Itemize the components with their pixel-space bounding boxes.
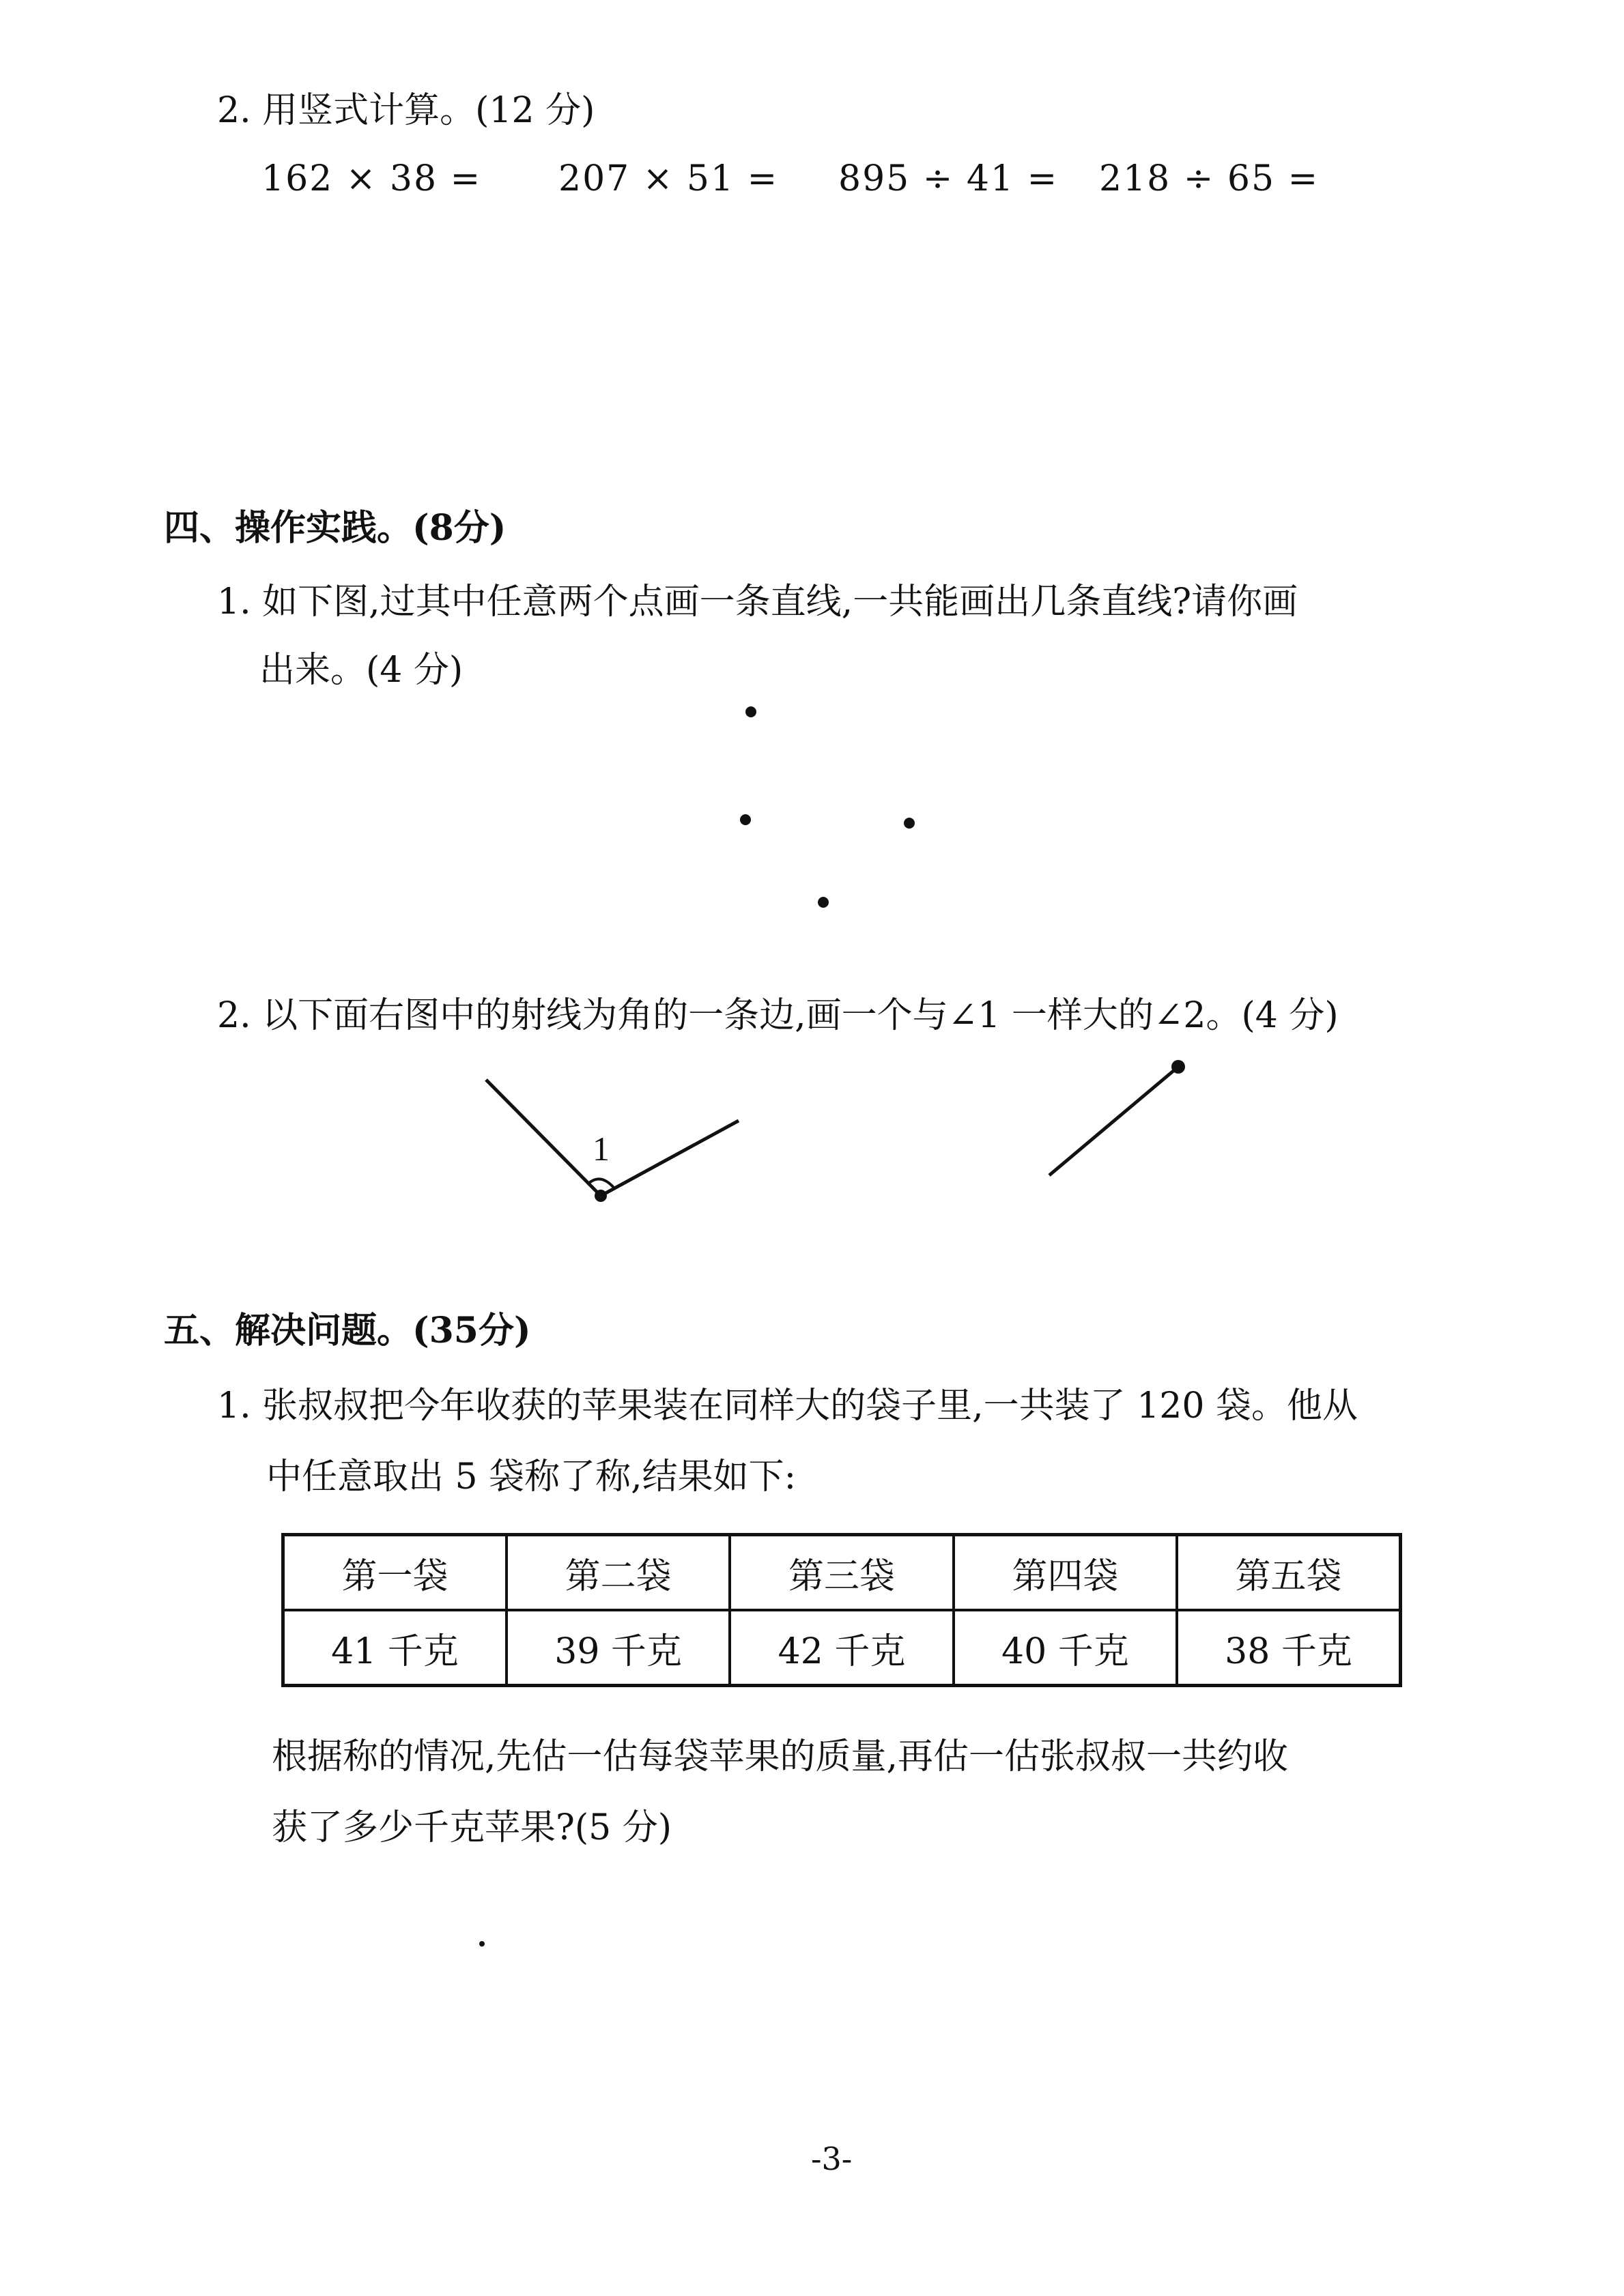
expression-2: 207 × 51 = [558,158,779,199]
table-cell: 39 千克 [507,1610,730,1686]
page-number: -3- [811,2140,853,2177]
q-apples-line1: 1. 张叔叔把今年收获的苹果装在同样大的袋子里,一共装了 120 袋。他从 [217,1386,1358,1426]
angle-1-figure [486,1080,739,1202]
expression-1: 162 × 38 = [261,158,482,199]
table-header-cell: 第三袋 [730,1535,953,1611]
table-header-row [283,1535,1401,1611]
section-heading-practice: 四、操作实践。(8分) [164,507,507,549]
point-right [904,818,915,829]
expression-4: 218 ÷ 65 = [1099,158,1320,199]
table-row [283,1610,1401,1686]
q-apples-question-line1: 根据称的情况,先估一估每袋苹果的质量,再估一估张叔叔一共约收 [272,1736,1289,1777]
table-cell: 42 千克 [730,1610,953,1686]
point-top [745,706,756,717]
q-draw-lines-line2: 出来。(4 分) [259,650,464,691]
q-draw-lines-line1: 1. 如下图,过其中任意两个点画一条直线,一共能画出几条直线?请你画 [217,582,1298,622]
table-cell: 40 千克 [954,1610,1177,1686]
table-header-cell: 第二袋 [507,1535,730,1611]
table-cell: 41 千克 [283,1610,507,1686]
expression-3: 895 ÷ 41 = [838,158,1059,199]
section-heading-problems: 五、解决问题。(35分) [164,1310,531,1351]
stray-dot [479,1941,485,1947]
ray-figure [1049,1060,1185,1175]
bag-weight-table [281,1533,1402,1687]
point-bottom [818,897,829,908]
table-header-cell: 第四袋 [954,1535,1177,1611]
q-draw-angle: 2. 以下面右图中的射线为角的一条边,画一个与∠1 一样大的∠2。(4 分) [217,995,1339,1036]
q-apples-question-line2: 获了多少千克苹果?(5 分) [272,1807,672,1848]
q-apples-line2: 中任意取出 5 袋称了称,结果如下: [266,1456,797,1497]
point-left [740,814,751,825]
angle-label: 1 [593,1130,610,1168]
table-header-cell: 第五袋 [1177,1535,1400,1611]
q-vertical-calc-title: 2. 用竖式计算。(12 分) [217,90,595,131]
table-header-cell: 第一袋 [283,1535,507,1611]
table-cell: 38 千克 [1177,1610,1400,1686]
